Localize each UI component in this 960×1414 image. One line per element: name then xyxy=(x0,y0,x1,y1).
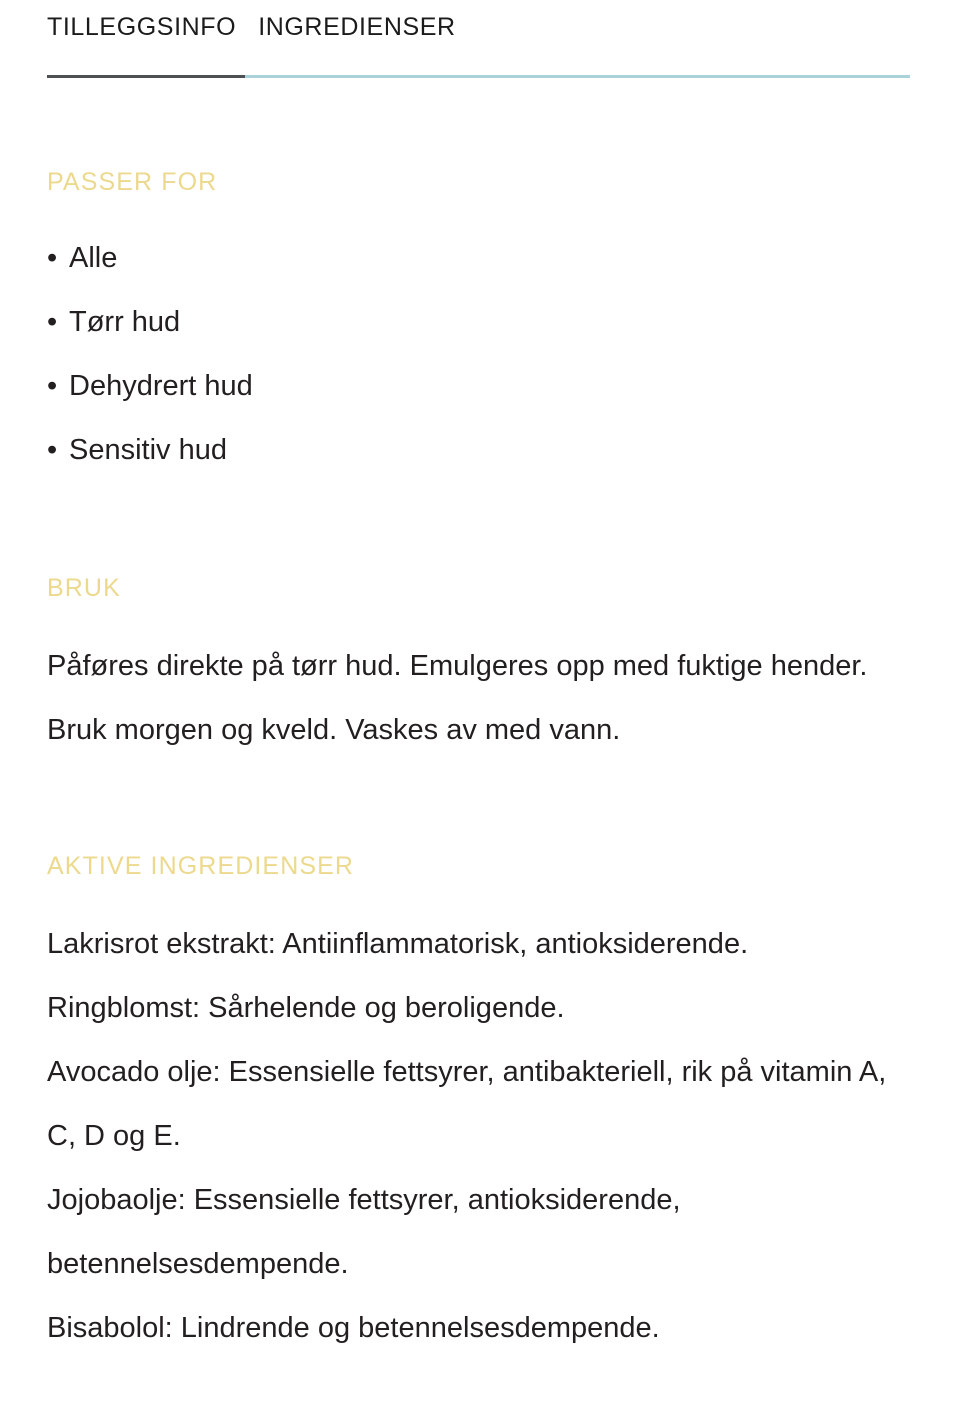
list-item-label: Alle xyxy=(69,242,118,274)
list-item: Lakrisrot ekstrakt: Antiinflammatorisk, antioksiderende. xyxy=(47,928,749,960)
list-item xyxy=(47,418,913,482)
list-item: Avocado olje: Essensielle fettsyrer, antibakteriell, rik på vitamin A, C, D og E. xyxy=(47,1056,887,1152)
passer-for-list xyxy=(47,226,913,482)
section-heading-aktive-ingredienser: AKTIVE INGREDIENSER xyxy=(47,852,355,880)
aktive-ingredienser-list xyxy=(47,912,913,1360)
list-item: Bisabolol: Lindrende og betennelsesdempende. xyxy=(47,1312,660,1344)
tab-underline-active-indicator xyxy=(47,75,245,78)
list-item-label: Dehydrert hud xyxy=(69,370,253,402)
bullet-icon: • xyxy=(47,434,58,466)
list-item-label: Tørr hud xyxy=(69,306,181,338)
content-area xyxy=(0,170,960,1360)
bullet-icon: • xyxy=(47,306,58,338)
tab-tilleggsinfo[interactable]: TILLEGGSINFO xyxy=(47,13,237,41)
list-item xyxy=(47,354,913,418)
bullet-icon: • xyxy=(47,370,58,402)
bruk-paragraph: Påføres direkte på tørr hud. Emulgeres opp med fuktige hender. Bruk morgen og kveld. Vaskes av med vann. xyxy=(47,650,868,746)
bullet-icon: • xyxy=(47,242,58,274)
tab-bar xyxy=(0,0,960,88)
list-item: Jojobaolje: Essensielle fettsyrer, antioksiderende, betennelsesdempende. xyxy=(47,1184,681,1280)
list-item: Ringblomst: Sårhelende og beroligende. xyxy=(47,992,565,1024)
list-item xyxy=(47,290,913,354)
tab-list xyxy=(47,14,960,42)
section-heading-passer-for: PASSER FOR xyxy=(47,168,218,196)
list-item-label: Sensitiv hud xyxy=(69,434,227,466)
section-heading-bruk: BRUK xyxy=(47,574,121,602)
tab-ingredienser[interactable]: INGREDIENSER xyxy=(258,13,456,41)
list-item xyxy=(47,226,913,290)
